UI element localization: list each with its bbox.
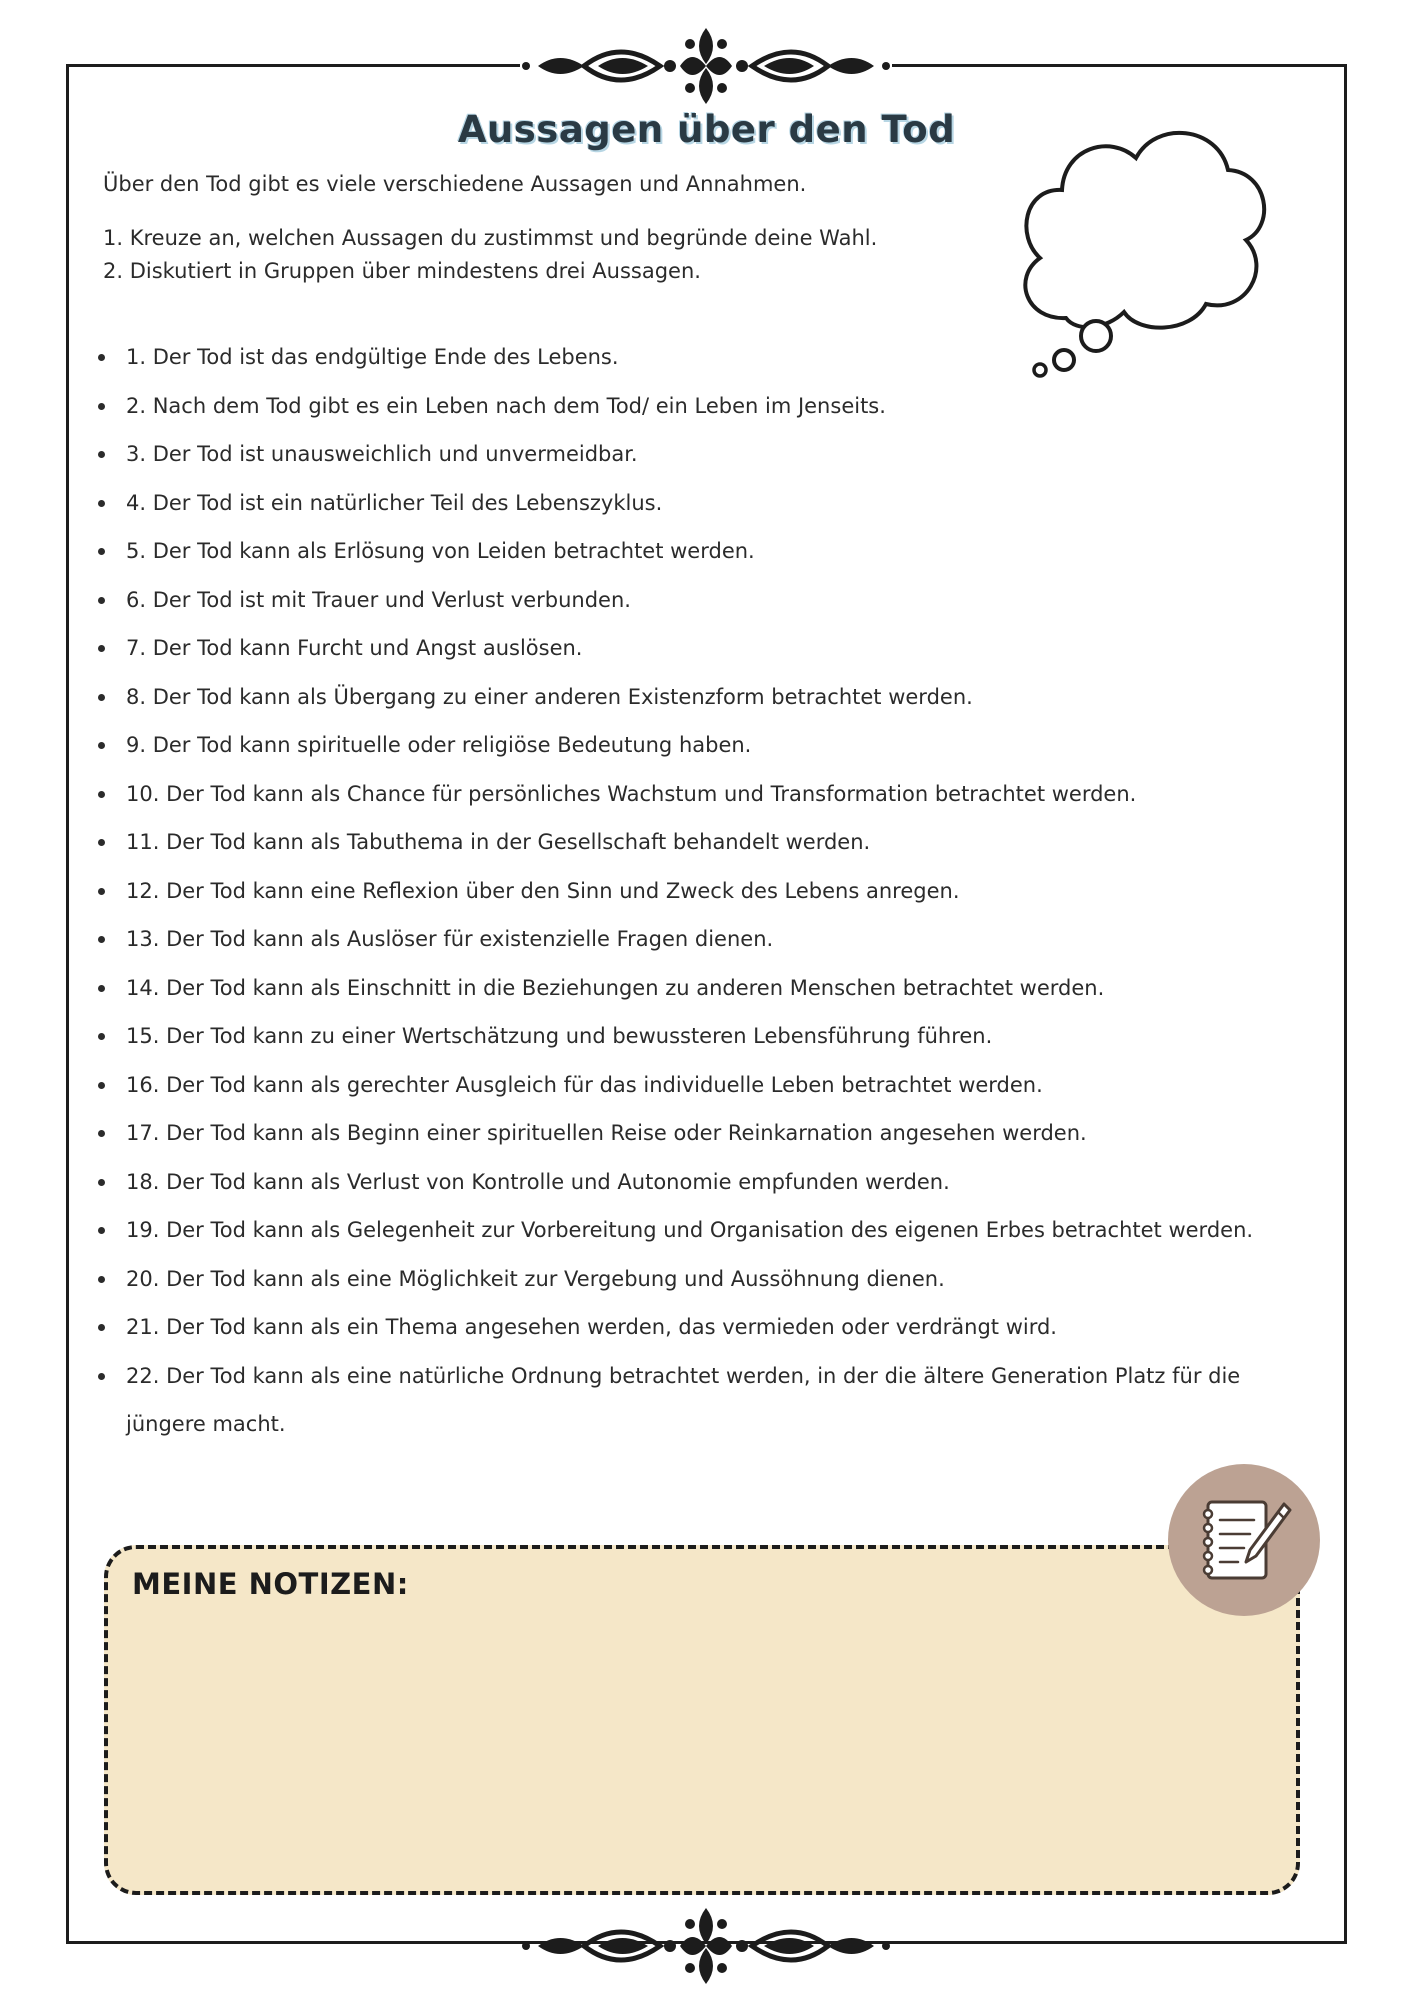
statement-item: 6. Der Tod ist mit Trauer und Verlust verbunden. — [96, 576, 1326, 625]
statement-item: 5. Der Tod kann als Erlösung von Leiden betrachtet werden. — [96, 527, 1326, 576]
floral-ornament-icon — [520, 1904, 892, 1988]
task-item: 2. Diskutiert in Gruppen über mindestens drei Aussagen. — [103, 259, 701, 283]
statement-list — [96, 333, 1326, 1449]
statement-item: 8. Der Tod kann als Übergang zu einer anderen Existenzform betrachtet werden. — [96, 673, 1326, 722]
statement-item: 21. Der Tod kann als ein Thema angesehen werden, das vermieden oder verdrängt wird. — [96, 1303, 1326, 1352]
intro-text: Über den Tod gibt es viele verschiedene Aussagen und Annahmen. — [103, 172, 807, 196]
task-item: 1. Kreuze an, welchen Aussagen du zustimmst und begründe deine Wahl. — [103, 226, 878, 250]
notepad-badge — [1168, 1464, 1320, 1616]
statement-item: 19. Der Tod kann als Gelegenheit zur Vorbereitung und Organisation des eigenen Erbes betrachtet werden. — [96, 1206, 1326, 1255]
statement-item: 14. Der Tod kann als Einschnitt in die Beziehungen zu anderen Menschen betrachtet werden. — [96, 964, 1326, 1013]
notepad-pencil-icon — [1194, 1494, 1294, 1586]
statement-item: 11. Der Tod kann als Tabuthema in der Gesellschaft behandelt werden. — [96, 818, 1326, 867]
statement-item: 20. Der Tod kann als eine Möglichkeit zur Vergebung und Aussöhnung dienen. — [96, 1255, 1326, 1304]
statement-item: 7. Der Tod kann Furcht und Angst auslösen. — [96, 624, 1326, 673]
statement-item: 18. Der Tod kann als Verlust von Kontrolle und Autonomie empfunden werden. — [96, 1158, 1326, 1207]
statement-item: 1. Der Tod ist das endgültige Ende des Lebens. — [96, 333, 1326, 382]
statement-item: 13. Der Tod kann als Auslöser für existenzielle Fragen dienen. — [96, 915, 1326, 964]
statement-item: 4. Der Tod ist ein natürlicher Teil des Lebenszyklus. — [96, 479, 1326, 528]
statement-item: 22. Der Tod kann als eine natürliche Ordnung betrachtet werden, in der die ältere Generation Platz für die jüngere macht. — [96, 1352, 1326, 1449]
statement-item: 15. Der Tod kann zu einer Wertschätzung und bewussteren Lebensführung führen. — [96, 1012, 1326, 1061]
statement-item: 3. Der Tod ist unausweichlich und unvermeidbar. — [96, 430, 1326, 479]
statement-item: 10. Der Tod kann als Chance für persönliches Wachstum und Transformation betrachtet werden. — [96, 770, 1326, 819]
floral-ornament-icon — [520, 24, 892, 108]
statement-item: 2. Nach dem Tod gibt es ein Leben nach dem Tod/ ein Leben im Jenseits. — [96, 382, 1326, 431]
notes-title: MEINE NOTIZEN: — [132, 1567, 409, 1601]
statement-item: 9. Der Tod kann spirituelle oder religiöse Bedeutung haben. — [96, 721, 1326, 770]
page-title: Aussagen über den Tod — [457, 108, 956, 151]
statement-item: 16. Der Tod kann als gerechter Ausgleich für das individuelle Leben betrachtet werden. — [96, 1061, 1326, 1110]
statement-item: 17. Der Tod kann als Beginn einer spirituellen Reise oder Reinkarnation angesehen werden. — [96, 1109, 1326, 1158]
statement-item: 12. Der Tod kann eine Reflexion über den Sinn und Zweck des Lebens anregen. — [96, 867, 1326, 916]
